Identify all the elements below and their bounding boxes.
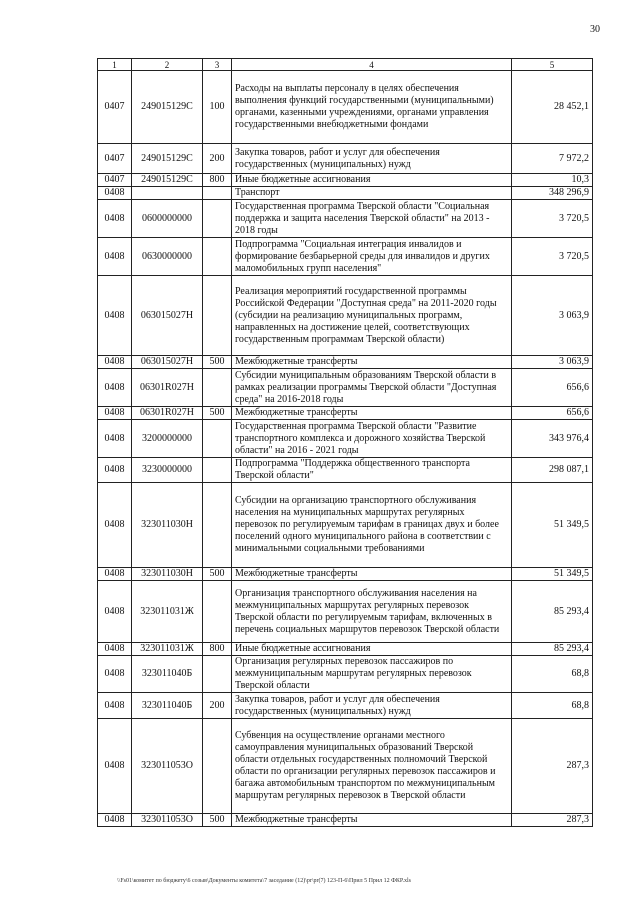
table-row	[98, 483, 593, 568]
item-description: Закупка товаров, работ и услуг для обеспечения государственных (муниципальных) нужд	[232, 693, 512, 719]
item-description: Субсидии муниципальным образованиям Тверской области в рамках реализации программы Тверской области "Доступная среда" на 2016-2018 годы	[232, 369, 512, 407]
item-description: Расходы на выплаты персоналу в целях обеспечения выполнения функций государственными (муниципальными) органами, казенными учреждениями, органами управления государственными внебюджетными фондами	[232, 71, 512, 144]
target-code: 323011053О	[132, 814, 203, 827]
table-row	[98, 187, 593, 200]
table-row	[98, 356, 593, 369]
table-row	[98, 200, 593, 238]
amount: 7 972,2	[512, 144, 593, 174]
item-description: Организация транспортного обслуживания населения на межмуниципальных маршрутах регулярных перевозок Тверской области по регулируемым тарифам, включенных в перечень социальных маршрутов перевозок Тверской области	[232, 581, 512, 643]
target-code: 063015027Н	[132, 356, 203, 369]
header-col-1: 1	[98, 59, 132, 71]
expense-type: 200	[203, 144, 232, 174]
expense-type: 500	[203, 407, 232, 420]
amount: 3 720,5	[512, 200, 593, 238]
target-code: 323011030Н	[132, 568, 203, 581]
amount: 656,6	[512, 407, 593, 420]
section-code: 0408	[98, 719, 132, 814]
target-code: 323011040Б	[132, 656, 203, 693]
section-code: 0408	[98, 568, 132, 581]
expense-type	[203, 458, 232, 483]
section-code: 0407	[98, 144, 132, 174]
expense-type: 800	[203, 643, 232, 656]
table-row	[98, 276, 593, 356]
amount: 3 063,9	[512, 356, 593, 369]
table-row	[98, 581, 593, 643]
table-row	[98, 656, 593, 693]
amount: 348 296,9	[512, 187, 593, 200]
target-code: 249015129С	[132, 144, 203, 174]
expense-type: 800	[203, 174, 232, 187]
target-code: 3230000000	[132, 458, 203, 483]
item-description: Межбюджетные трансферты	[232, 814, 512, 827]
item-description: Межбюджетные трансферты	[232, 407, 512, 420]
expense-type: 500	[203, 568, 232, 581]
target-code: 249015129С	[132, 71, 203, 144]
section-code: 0408	[98, 643, 132, 656]
section-code: 0408	[98, 356, 132, 369]
expense-type: 500	[203, 814, 232, 827]
expense-type: 100	[203, 71, 232, 144]
header-col-3: 3	[203, 59, 232, 71]
amount: 51 349,5	[512, 483, 593, 568]
target-code: 249015129С	[132, 174, 203, 187]
expense-type: 500	[203, 356, 232, 369]
item-description: Подпрограмма "Социальная интеграция инвалидов и формирование безбарьерной среды для инвалидов и других маломобильных групп населения"	[232, 238, 512, 276]
table-row	[98, 458, 593, 483]
expense-type	[203, 369, 232, 407]
section-code: 0408	[98, 369, 132, 407]
target-code: 0600000000	[132, 200, 203, 238]
expense-type	[203, 581, 232, 643]
table-row	[98, 407, 593, 420]
expense-type	[203, 238, 232, 276]
header-col-2: 2	[132, 59, 203, 71]
table-row	[98, 420, 593, 458]
section-code: 0408	[98, 693, 132, 719]
table-row	[98, 568, 593, 581]
section-code: 0408	[98, 238, 132, 276]
header-col-5: 5	[512, 59, 593, 71]
budget-table	[97, 58, 593, 827]
table-row	[98, 814, 593, 827]
amount: 343 976,4	[512, 420, 593, 458]
table-row	[98, 174, 593, 187]
amount: 68,8	[512, 693, 593, 719]
file-path-footer: \\Fs01\комитет по бюджету\6 созыв\Документы комитета\7 заседание (12)\pr\pr(7) 123-П-6\Прил 5 Прил 12 ФКР.xls	[117, 878, 411, 884]
section-code: 0407	[98, 174, 132, 187]
item-description: Межбюджетные трансферты	[232, 568, 512, 581]
target-code: 323011031Ж	[132, 643, 203, 656]
expense-type	[203, 719, 232, 814]
expense-type: 200	[203, 693, 232, 719]
item-description: Транспорт	[232, 187, 512, 200]
amount: 3 063,9	[512, 276, 593, 356]
amount: 656,6	[512, 369, 593, 407]
amount: 287,3	[512, 719, 593, 814]
expense-type	[203, 187, 232, 200]
amount: 51 349,5	[512, 568, 593, 581]
section-code: 0408	[98, 187, 132, 200]
section-code: 0407	[98, 71, 132, 144]
amount: 68,8	[512, 656, 593, 693]
item-description: Иные бюджетные ассигнования	[232, 643, 512, 656]
amount: 287,3	[512, 814, 593, 827]
expense-type	[203, 483, 232, 568]
target-code: 06301R027Н	[132, 407, 203, 420]
expense-type	[203, 420, 232, 458]
amount: 298 087,1	[512, 458, 593, 483]
section-code: 0408	[98, 458, 132, 483]
item-description: Реализация мероприятий государственной программы Российской Федерации "Доступная среда" на 2011-2020 годы (субсидии на реализацию муниципальных программ, направленных на достижение целей, соответствующих государственным программам Тверской области)	[232, 276, 512, 356]
item-description: Иные бюджетные ассигнования	[232, 174, 512, 187]
table-row	[98, 144, 593, 174]
target-code: 323011030Н	[132, 483, 203, 568]
expense-type	[203, 200, 232, 238]
target-code: 3200000000	[132, 420, 203, 458]
section-code: 0408	[98, 581, 132, 643]
target-code: 323011053О	[132, 719, 203, 814]
amount: 28 452,1	[512, 71, 593, 144]
table-row	[98, 71, 593, 144]
expense-type	[203, 276, 232, 356]
target-code: 063015027Н	[132, 276, 203, 356]
item-description: Субсидии на организацию транспортного обслуживания населения на муниципальных маршрутах регулярных перевозок по регулируемым тарифам в границах двух и более поселений одного муниципального района в соответствии с минимальными социальными требованиями	[232, 483, 512, 568]
item-description: Государственная программа Тверской области "Социальная поддержка и защита населения Тверской области" на 2013 - 2018 годы	[232, 200, 512, 238]
amount: 85 293,4	[512, 581, 593, 643]
amount: 3 720,5	[512, 238, 593, 276]
amount: 10,3	[512, 174, 593, 187]
section-code: 0408	[98, 483, 132, 568]
target-code	[132, 187, 203, 200]
target-code: 323011031Ж	[132, 581, 203, 643]
table-row	[98, 238, 593, 276]
table-row	[98, 693, 593, 719]
target-code: 0630000000	[132, 238, 203, 276]
header-col-4: 4	[232, 59, 512, 71]
page-number: 30	[590, 24, 600, 35]
item-description: Закупка товаров, работ и услуг для обеспечения государственных (муниципальных) нужд	[232, 144, 512, 174]
target-code: 323011040Б	[132, 693, 203, 719]
table-row	[98, 719, 593, 814]
item-description: Подпрограмма "Поддержка общественного транспорта Тверской области"	[232, 458, 512, 483]
expense-type	[203, 656, 232, 693]
section-code: 0408	[98, 407, 132, 420]
section-code: 0408	[98, 276, 132, 356]
item-description: Государственная программа Тверской области "Развитие транспортного комплекса и дорожного хозяйства Тверской области" на 2016 - 2021 годы	[232, 420, 512, 458]
item-description: Субвенция на осуществление органами местного самоуправления муниципальных образований Тверской области отдельных государственных полномочий Тверской области по организации регулярных перевозок пассажиров и багажа автомобильным транспортом по межмуниципальным маршрутам регулярных перевозок в Тверской области	[232, 719, 512, 814]
table-row	[98, 369, 593, 407]
item-description: Организация регулярных перевозок пассажиров по межмуниципальным маршрутам регулярных перевозок Тверской области	[232, 656, 512, 693]
section-code: 0408	[98, 200, 132, 238]
table-row	[98, 643, 593, 656]
section-code: 0408	[98, 420, 132, 458]
table-header-row	[98, 59, 593, 71]
target-code: 06301R027Н	[132, 369, 203, 407]
section-code: 0408	[98, 814, 132, 827]
amount: 85 293,4	[512, 643, 593, 656]
section-code: 0408	[98, 656, 132, 693]
item-description: Межбюджетные трансферты	[232, 356, 512, 369]
